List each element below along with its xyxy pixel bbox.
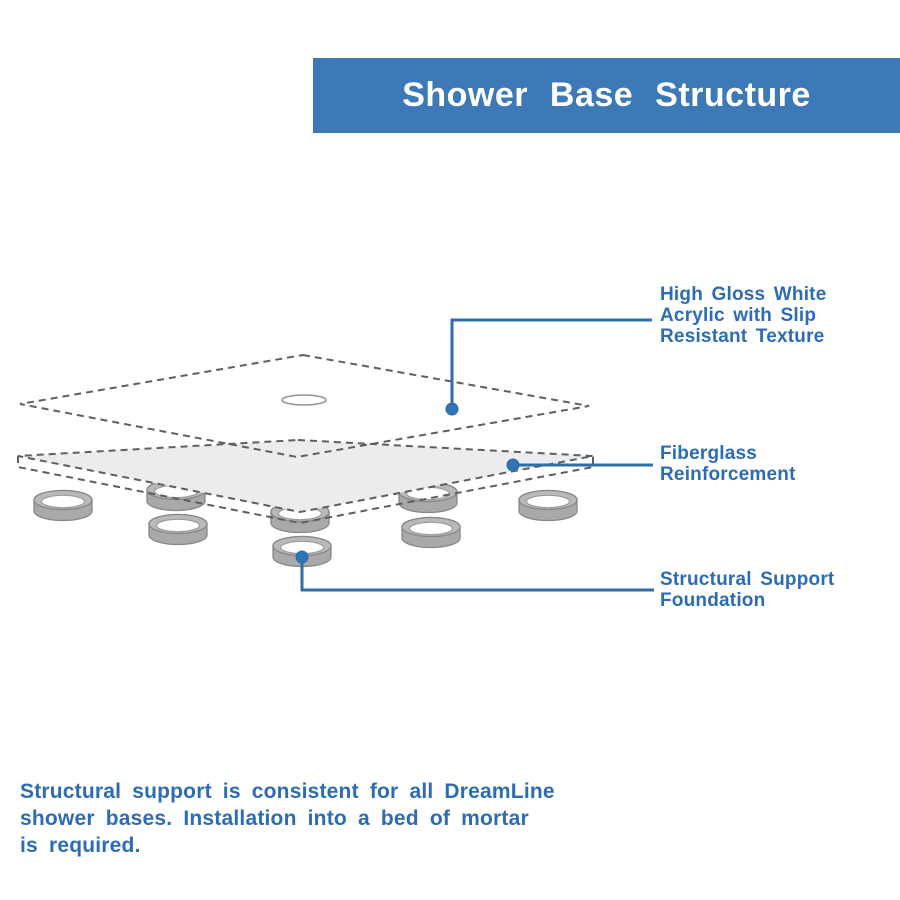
fiberglass-leader-dot [507,459,519,471]
foundation-leader-dot [296,551,308,563]
page-title: Shower Base Structure [402,76,811,114]
support-ring [519,491,577,521]
fiberglass-slab [18,440,593,523]
acrylic-leader-line [452,320,652,408]
support-ring [402,518,460,548]
fiberglass-slab-top-face [18,440,593,512]
callout-acrylic-line: Resistant Texture [660,326,825,347]
callout-foundation-line: Structural Support [660,569,835,590]
footer-note-line: Structural support is consistent for all DreamLine [20,780,555,803]
support-ring [149,515,207,545]
callout-foundation-line: Foundation [660,590,766,611]
footer-note-line: shower bases. Installation into a bed of mortar [20,807,529,830]
footer-note-line: is required. [20,834,141,857]
callout-fiberglass [660,443,796,485]
foundation-leader-line [302,557,654,590]
callout-acrylic [660,284,826,347]
callout-acrylic-line: High Gloss White [660,284,827,305]
acrylic-leader-dot [446,403,458,415]
callout-acrylic-line: Acrylic with Slip [660,305,817,326]
callout-foundation [660,569,834,611]
callout-fiberglass-line: Reinforcement [660,464,796,485]
support-ring [34,491,92,521]
drain-hole-icon [282,395,326,405]
footer-note [20,778,555,859]
callout-fiberglass-line: Fiberglass [660,443,758,464]
